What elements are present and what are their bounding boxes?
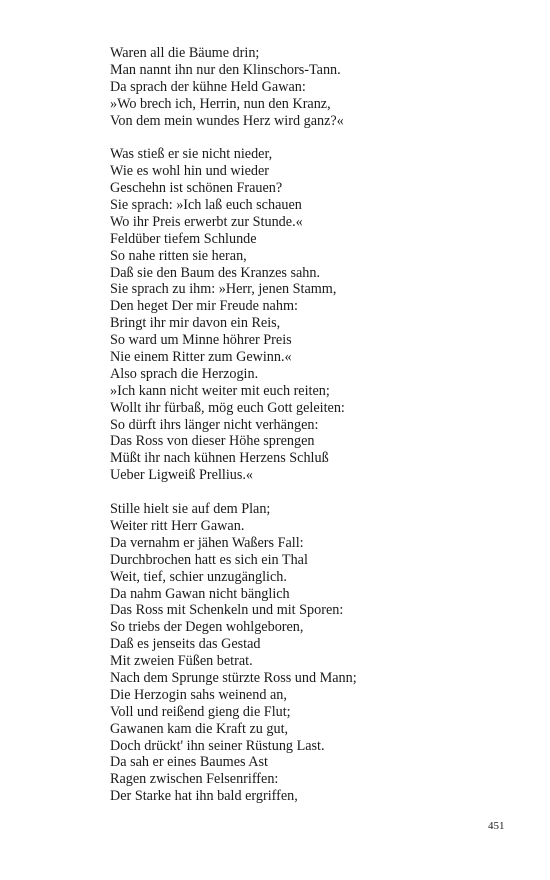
verse-line: So ward um Minne höhrer Preis: [110, 332, 292, 349]
verse-line: Also sprach die Herzogin.: [110, 365, 259, 382]
stanza: [110, 501, 510, 805]
verse-line: Weit, tief, schier unzugänglich.: [110, 568, 287, 585]
verse-line: Ragen zwischen Felsenriffen:: [110, 771, 279, 788]
verse-line: Feldüber tiefem Schlunde: [110, 230, 257, 247]
verse-line: Geschehn ist schönen Frauen?: [110, 180, 283, 197]
verse-line: Die Herzogin sahs weinend an,: [110, 686, 287, 703]
verse-line: Waren all die Bäume drin;: [110, 45, 260, 61]
stanza: [110, 146, 510, 484]
verse-line: Daß es jenseits das Gestad: [110, 636, 261, 653]
verse-line: Durchbrochen hatt es sich ein Thal: [110, 551, 308, 568]
verse-line: Voll und reißend gieng die Flut;: [110, 703, 291, 720]
verse-line: Wo ihr Preis erwerbt zur Stunde.«: [110, 213, 303, 230]
verse-line: »Ich kann nicht weiter mit euch reiten;: [110, 382, 330, 399]
verse-line: Weiter ritt Herr Gawan.: [110, 517, 245, 534]
verse-line: Wollt ihr fürbaß, mög euch Gott geleiten:: [110, 399, 345, 416]
verse-line: Sie sprach zu ihm: »Herr, jenen Stamm,: [110, 281, 337, 298]
verse-line: Sie sprach: »Ich laß euch schauen: [110, 197, 302, 214]
stanza: [110, 45, 510, 129]
verse-line: So dürft ihrs länger nicht verhängen:: [110, 416, 319, 433]
verse-line: Daß sie den Baum des Kranzes sahn.: [110, 264, 320, 281]
verse-line: Von dem mein wundes Herz wird ganz?«: [110, 112, 344, 129]
verse-line: Ueber Ligweiß Prellius.«: [110, 467, 254, 484]
verse-line: Da nahm Gawan nicht bänglich: [110, 585, 290, 602]
verse-line: Mit zweien Füßen betrat.: [110, 653, 253, 670]
verse-line: Müßt ihr nach kühnen Herzens Schluß: [110, 450, 329, 467]
verse-line: Was stieß er sie nicht nieder,: [110, 146, 273, 163]
verse-line: Das Ross von dieser Höhe sprengen: [110, 433, 315, 450]
page-number: 451: [488, 820, 505, 832]
verse-line: Man nannt ihn nur den Klinschors-Tann.: [110, 61, 341, 78]
verse-line: Nach dem Sprunge stürzte Ross und Mann;: [110, 669, 357, 686]
verse-line: So triebs der Degen wohlgeboren,: [110, 619, 304, 636]
verse-line: Da vernahm er jähen Waßers Fall:: [110, 534, 304, 551]
verse-line: Stille hielt sie auf dem Plan;: [110, 501, 271, 518]
verse-line: Den heget Der mir Freude nahm:: [110, 298, 298, 315]
verse-line: Da sah er eines Baumes Ast: [110, 754, 268, 771]
verse-line: Bringt ihr mir davon ein Reis,: [110, 315, 281, 332]
verse-line: Gawanen kam die Kraft zu gut,: [110, 720, 289, 737]
verse-line: Da sprach der kühne Held Gawan:: [110, 78, 306, 95]
verse-line: Nie einem Ritter zum Gewinn.«: [110, 349, 292, 366]
verse-line: »Wo brech ich, Herrin, nun den Kranz,: [110, 95, 331, 112]
verse-line: Das Ross mit Schenkeln und mit Sporen:: [110, 602, 344, 619]
poem-text: [110, 45, 510, 805]
verse-line: Der Starke hat ihn bald ergriffen,: [110, 788, 298, 805]
verse-line: So nahe ritten sie heran,: [110, 247, 247, 264]
verse-line: Doch drückt' ihn seiner Rüstung Last.: [110, 737, 325, 754]
verse-line: Wie es wohl hin und wieder: [110, 163, 269, 180]
